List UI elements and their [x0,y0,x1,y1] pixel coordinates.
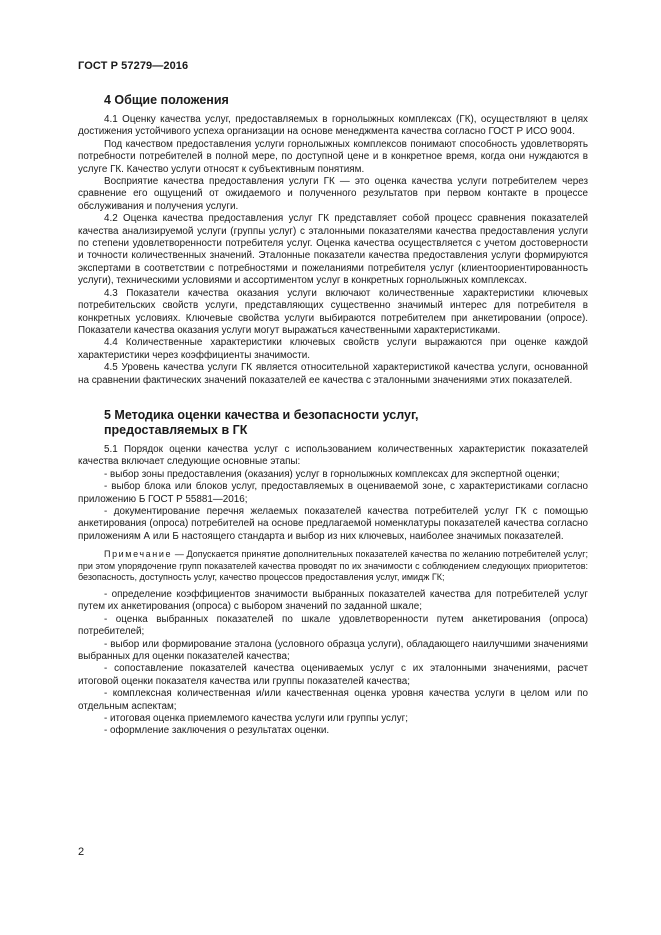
section-4-paragraph: 4.3 Показатели качества оказания услуги включают количественные характеристики ключевых потребительских свойств услуги, представляющих существенно значимый интерес для потребителя в конкретных условиях. Ключевые свойства услуги выбираются потребителем при анкетировании (опросе). Показатели качества оказания услуги могут выражаться качественными характеристиками. [78,287,588,336]
note-text: — Допускается принятие дополнительных показателей качества по желанию потребителей услуг; при этом упорядочение групп показателей качества проводят по их значимости с соблюдением следующих приоритетов: безопасность, доступность услуг, качество процессов предоставления услуг, имидж ГК; [78,549,588,583]
section-5-list-item: - определение коэффициентов значимости выбранных показателей качества для потребителей услуг путем их анкетирования (опроса) с выбором значений по заданной шкале; [78,588,588,613]
page-content [78,93,588,738]
section-5-list-item: - сопоставление показателей качества оцениваемых услуг с их эталонными значениями, расчет итоговой оценки показателя качества или группы показателей качества; [78,663,588,687]
note-paragraph [78,549,588,584]
section-4-paragraph: 4.5 Уровень качества услуги ГК является относительной характеристикой качества услуги, основанной на сравнении фактических значений показателей ее качества с эталонными значениями этих показателей. [78,362,588,386]
section-4-paragraph: Под качеством предоставления услуги горнолыжных комплексов понимают способность удовлетворять потребности потребителей в полной мере, по доступной цене и в конкретное время, когда они нуждаются в услуге ГК. Качество услуги относят к субъективным понятиям. [78,138,588,175]
section-5-title-line2: предоставляемых в ГК [104,422,248,437]
section-5-title-line1: 5 Методика оценки качества и безопасности услуг, [104,407,419,422]
section-5-list-item: - оценка выбранных показателей по шкале удовлетворенности путем анкетирования (опроса) потребителей; [78,613,588,638]
page-number: 2 [78,846,85,858]
section-5-list-item: - выбор зоны предоставления (оказания) услуг в горнолыжных комплексах для экспертной оценки; [104,468,560,480]
section-5-list-item: - выбор или формирование эталона (условного образца услуги), обладающего наилучшими значениями выбранных для оценки показателей качества; [78,638,588,662]
section-4-paragraph: Восприятие качества предоставления услуги ГК — это оценка качества услуги потребителем через сравнение его ощущений от ожидаемого и полученного результатов при первом контакте в процессе обслуживания и получения услуги. [78,176,588,212]
section-5-list-item: - комплексная количественная и/или качественная оценка уровня качества услуги в целом или по отдельным аспектам; [78,688,588,712]
section-4-title: 4 Общие положения [104,93,229,107]
section-5-paragraph: 5.1 Порядок оценки качества услуг с использованием количественных характеристик показателей качества включает следующие основные этапы: [78,443,588,468]
section-4-paragraph: 4.2 Оценка качества предоставления услуг ГК представляет собой процесс сравнения показателей качества анализируемой услуги (группы услуг) с эталонными показателями качества предоставления услуги по степени удовлетворенности потребителя услуг. Оценка качества осуществляется с учетом достоверности и точности количественных значений. Эталонные показатели качества предоставления услуги формируются экспертами в соответствии с потребностями и пожеланиями потребителя услуг (клиентоориентированность услуги), техническими условиями и ассортиментом услуг в конкретных горнолыжных комплексах. [78,213,588,287]
section-5-list-item: - документирование перечня желаемых показателей качества потребителей услуг ГК с помощью анкетирования (опроса) потребителей на основе предлагаемой номенклатуры показателей качества согласно приложениям А или Б настоящего стандарта и выбор из них ключевых, наиболее значимых показателей. [78,505,588,542]
section-5-list-item: - оформление заключения о результатах оценки. [104,725,330,737]
document-header-id: ГОСТ Р 57279—2016 [78,60,189,72]
section-5-list-item: - выбор блока или блоков услуг, предоставляемых в оцениваемой зоне, с характеристиками согласно приложению Б ГОСТ Р 55881—2016; [78,481,588,505]
section-4-paragraph: 4.1 Оценку качества услуг, предоставляемых в горнолыжных комплексах (ГК), осуществляют в целях достижения устойчивого успеха организации на основе менеджмента качества согласно ГОСТ Р ИСО 9004. [78,114,588,138]
section-5-title [104,408,588,438]
section-5-list-item: - итоговая оценка приемлемого качества услуги или группы услуг; [104,713,409,725]
section-4-paragraph: 4.4 Количественные характеристики ключевых свойств услуги выражаются при оценке каждой характеристики через коэффициенты значимости. [78,337,588,361]
note-label: Примечание [104,549,173,560]
